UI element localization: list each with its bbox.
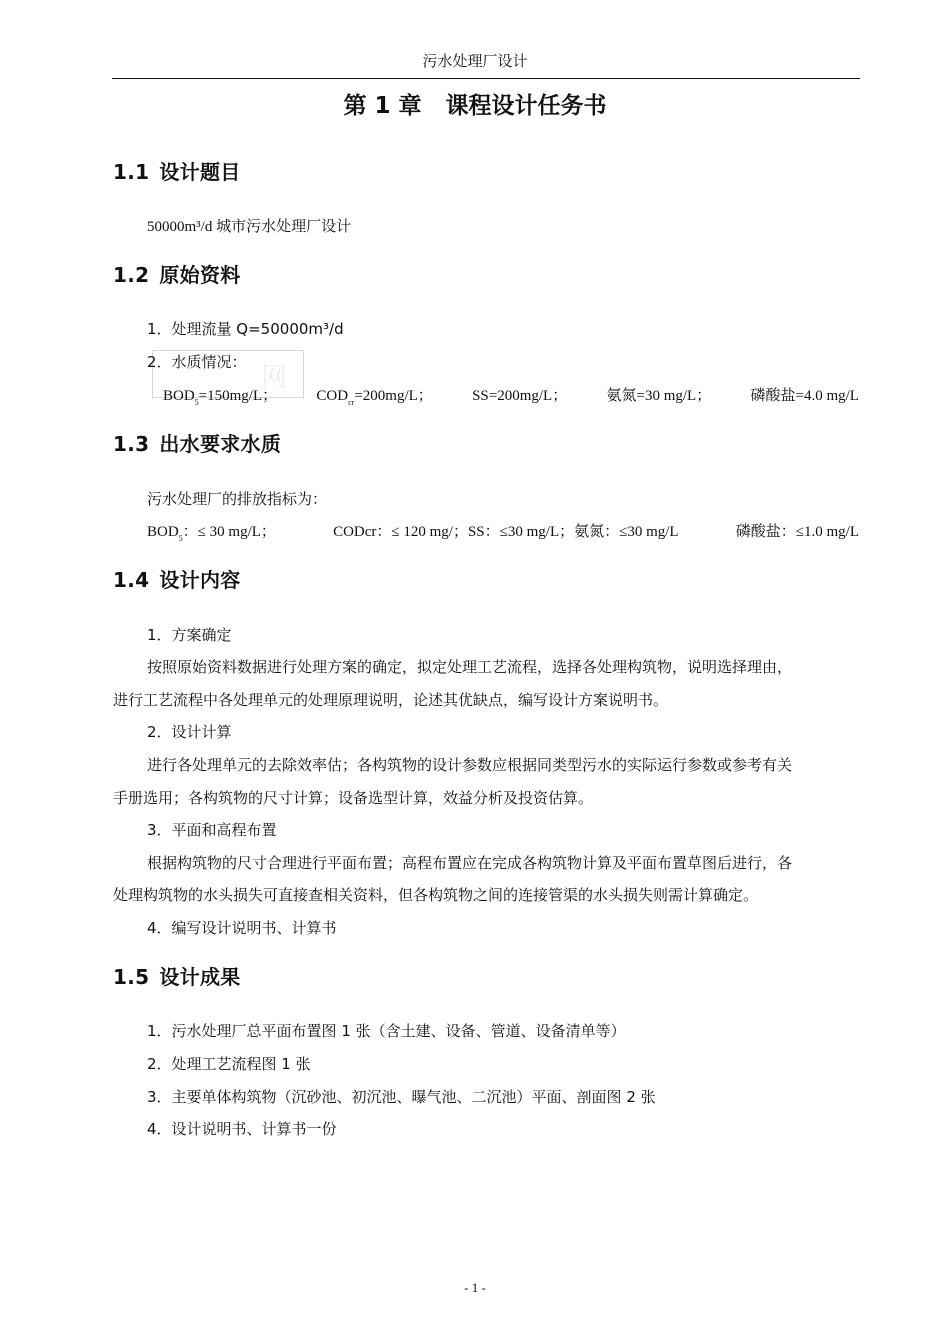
content-item-2-text-line-2: 手册选用；各构筑物的尺寸计算；设备选型计算，效益分析及投资估算。 bbox=[113, 789, 594, 807]
result-item-3: 3．主要单体构筑物（沉砂池、初沉池、曝气池、二沉池）平面、剖面图 2 张 bbox=[147, 1088, 656, 1106]
content-item-2: 2．设计计算 bbox=[147, 723, 232, 741]
content-item-4: 4．编写设计说明书、计算书 bbox=[147, 919, 337, 937]
influent-ammonia: 氨氮=30 mg/L； bbox=[606, 388, 712, 404]
section-heading-1-5: 1.5 设计成果 bbox=[113, 965, 241, 989]
content-item-3: 3．平面和高程布置 bbox=[147, 821, 277, 839]
effluent-quality-row bbox=[147, 520, 859, 543]
discharge-intro: 污水处理厂的排放指标为： bbox=[147, 490, 328, 508]
influent-quality-row bbox=[163, 384, 859, 407]
page-number: - 1 - bbox=[464, 1280, 486, 1295]
effluent-cod-ss-ammonia: CODcr：≤ 120 mg/；SS：≤30 mg/L；氨氮：≤30 mg/L bbox=[333, 524, 679, 540]
chapter-name: 课程设计任务书 bbox=[445, 93, 607, 119]
influent-cod: $COD_{cr}=200mg/L$； bbox=[316, 388, 433, 407]
effluent-bod: $BOD_5$：≤ 30 mg/L； bbox=[147, 524, 276, 543]
effluent-phosphate: 磷酸盐：≤1.0 mg/L bbox=[735, 524, 859, 540]
content-item-1: 1．方案确定 bbox=[147, 626, 232, 644]
water-quality-label: 2．水质情况： bbox=[147, 353, 247, 371]
design-topic: 50000m³/d 城市污水处理厂设计 bbox=[147, 219, 352, 235]
section-heading-1-1: 1.1 设计题目 bbox=[113, 160, 241, 184]
influent-ss: SS=200mg/L； bbox=[472, 388, 568, 404]
running-header: 污水处理厂设计 bbox=[422, 54, 528, 70]
influent-bod: $BOD_5=150mg/L$； bbox=[163, 388, 278, 407]
flow-rate-item: 1．处理流量 Q=50000m³/d bbox=[147, 320, 344, 338]
section-heading-1-3: 1.3 出水要求水质 bbox=[113, 432, 282, 456]
content-item-3-text-line-2: 处理构筑物的水头损失可直接查相关资料，但各构筑物之间的连接管渠的水头损失则需计算确定。 bbox=[113, 886, 759, 904]
content-item-1-text-line-1: 按照原始资料数据进行处理方案的确定，拟定处理工艺流程，选择各处理构筑物，说明选择理由， bbox=[147, 658, 793, 676]
content-item-3-text-line-1: 根据构筑物的尺寸合理进行平面布置；高程布置应在完成各构筑物计算及平面布置草图后进行，各 bbox=[147, 854, 793, 872]
chapter-number: 第 1 章 bbox=[343, 93, 422, 119]
section-heading-1-2: 1.2 原始资料 bbox=[113, 263, 241, 287]
content-item-1-text-line-2: 进行工艺流程中各处理单元的处理原理说明，论述其优缺点，编写设计方案说明书。 bbox=[113, 691, 669, 709]
influent-phosphate: 磷酸盐=4.0 mg/L bbox=[750, 388, 859, 404]
chapter-title bbox=[0, 87, 950, 120]
result-item-4: 4．设计说明书、计算书一份 bbox=[147, 1120, 337, 1138]
content-item-2-text-line-1: 进行各处理单元的去除效率估；各构筑物的设计参数应根据同类型污水的实际运行参数或参考有关 bbox=[147, 756, 793, 774]
result-item-2: 2．处理工艺流程图 1 张 bbox=[147, 1055, 311, 1073]
result-item-1: 1．污水处理厂总平面布置图 1 张（含土建、设备、管道、设备清单等） bbox=[147, 1022, 626, 1040]
header-rule bbox=[112, 78, 860, 79]
section-heading-1-4: 1.4 设计内容 bbox=[113, 568, 241, 592]
watermark-char: 网 bbox=[261, 363, 288, 393]
